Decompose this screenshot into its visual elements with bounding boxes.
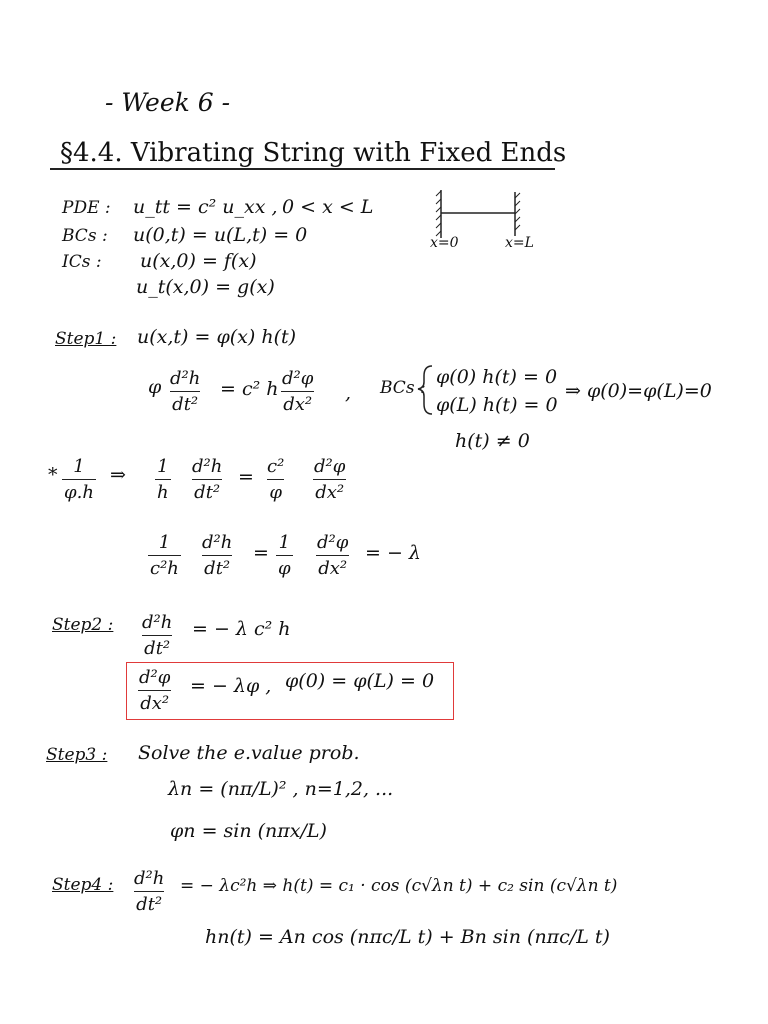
eigenvalues: λn = (nπ/L)² , n=1,2, ...	[168, 778, 394, 800]
fraction-numerator: d²φ	[139, 667, 171, 688]
fraction-denominator: dt²	[134, 891, 164, 915]
fraction-denominator: φ	[267, 479, 284, 503]
fraction-denominator: dx²	[313, 479, 346, 503]
step4-fraction	[132, 868, 166, 915]
fraction-numerator: d²h	[170, 368, 201, 389]
bc-phiL: φ(L) h(t) = 0	[436, 394, 558, 416]
fraction-numerator: d²h	[192, 456, 223, 477]
pde-label: PDE :	[62, 198, 111, 218]
step4-label: Step4 :	[52, 875, 114, 895]
line2-fraction-b	[190, 456, 224, 503]
multiply-fraction	[62, 456, 96, 503]
bc-result: ⇒ φ(0)=φ(L)=0	[565, 380, 712, 402]
fraction-denominator: φ.h	[62, 479, 96, 503]
section-title: §4.4. Vibrating String with Fixed Ends	[60, 138, 567, 168]
fraction-denominator: dt²	[202, 555, 232, 579]
fraction-denominator: dt²	[170, 391, 200, 415]
step2-h-rhs: = − λ c² h	[192, 618, 291, 640]
step4-general-solution: = − λc²h ⇒ h(t) = c₁ · cos (c√λn t) + c₂ sin (c√λn t)	[180, 876, 618, 896]
step1-eq-coef: φ	[148, 376, 162, 398]
line3-fraction-a	[148, 532, 181, 579]
line2-fraction-a	[155, 456, 171, 503]
figure-right-end-label: x=L	[505, 235, 534, 251]
bcs-equation: u(0,t) = u(L,t) = 0	[133, 224, 308, 246]
fraction-denominator: dt²	[192, 479, 222, 503]
step2-label: Step2 :	[52, 615, 114, 635]
fraction-numerator: c²	[267, 456, 285, 477]
step1-bcs-label: BCs :	[380, 378, 426, 398]
bcs-label: BCs :	[62, 226, 108, 246]
fraction-denominator: φ	[276, 555, 293, 579]
step1-eq-comma: ,	[345, 382, 352, 404]
pde-equation: u_tt = c² u_xx ,	[133, 196, 278, 218]
line3-fraction-b	[200, 532, 234, 579]
line2-fraction-c	[265, 456, 286, 503]
step2-phi-fraction	[137, 667, 172, 714]
fraction-numerator: 1	[158, 532, 171, 553]
line2-fraction-d	[312, 456, 347, 503]
step4-hn: hn(t) = An cos (nπc/L t) + Bn sin (nπc/L t)	[205, 926, 610, 948]
fraction-numerator: d²h	[142, 612, 173, 633]
ics-label: ICs :	[62, 252, 102, 272]
ic-displacement: u(x,0) = f(x)	[140, 250, 257, 272]
fraction-numerator: 1	[278, 532, 291, 553]
h-nonzero: h(t) ≠ 0	[455, 430, 530, 452]
implies-arrow: ⇒	[110, 464, 126, 486]
line3-fraction-d	[315, 532, 350, 579]
line2-equals: =	[238, 466, 254, 488]
step2-phi-rhs: = − λφ ,	[190, 675, 272, 697]
fraction-denominator: dx²	[138, 690, 171, 714]
step3-label: Step3 :	[46, 745, 108, 765]
line3-end: = − λ	[365, 542, 421, 564]
step2-h-fraction	[140, 612, 174, 659]
fraction-numerator: 1	[73, 456, 85, 477]
separation-ansatz: u(x,t) = φ(x) h(t)	[137, 326, 297, 348]
fraction-numerator: d²h	[202, 532, 233, 553]
fraction-numerator: d²φ	[282, 368, 314, 389]
fraction-denominator: dx²	[316, 555, 349, 579]
line3-fraction-c	[276, 532, 293, 579]
fraction-numerator: d²φ	[317, 532, 349, 553]
eigenfunctions: φn = sin (nπx/L)	[170, 820, 327, 842]
step2-phi-bc: φ(0) = φ(L) = 0	[285, 670, 435, 692]
page-title: - Week 6 -	[105, 88, 231, 117]
fraction-numerator: d²φ	[314, 456, 346, 477]
fraction-denominator: dt²	[142, 635, 172, 659]
ic-velocity: u_t(x,0) = g(x)	[136, 276, 275, 298]
fraction-numerator: d²h	[134, 868, 165, 889]
fraction-numerator: 1	[157, 456, 169, 477]
fraction-denominator: dx²	[281, 391, 314, 415]
pde-domain: 0 < x < L	[282, 196, 374, 218]
step1-eq-mid: = c² h	[220, 378, 279, 400]
multiply-star: *	[48, 464, 58, 486]
line3-equals: =	[253, 542, 269, 564]
fraction-denominator: h	[155, 479, 171, 503]
step3-text: Solve the e.value prob.	[138, 742, 360, 764]
step1-label: Step1 :	[55, 329, 117, 349]
figure-left-end-label: x=0	[430, 235, 459, 251]
bc-phi0: φ(0) h(t) = 0	[436, 366, 558, 388]
fraction-denominator: c²h	[148, 555, 181, 579]
